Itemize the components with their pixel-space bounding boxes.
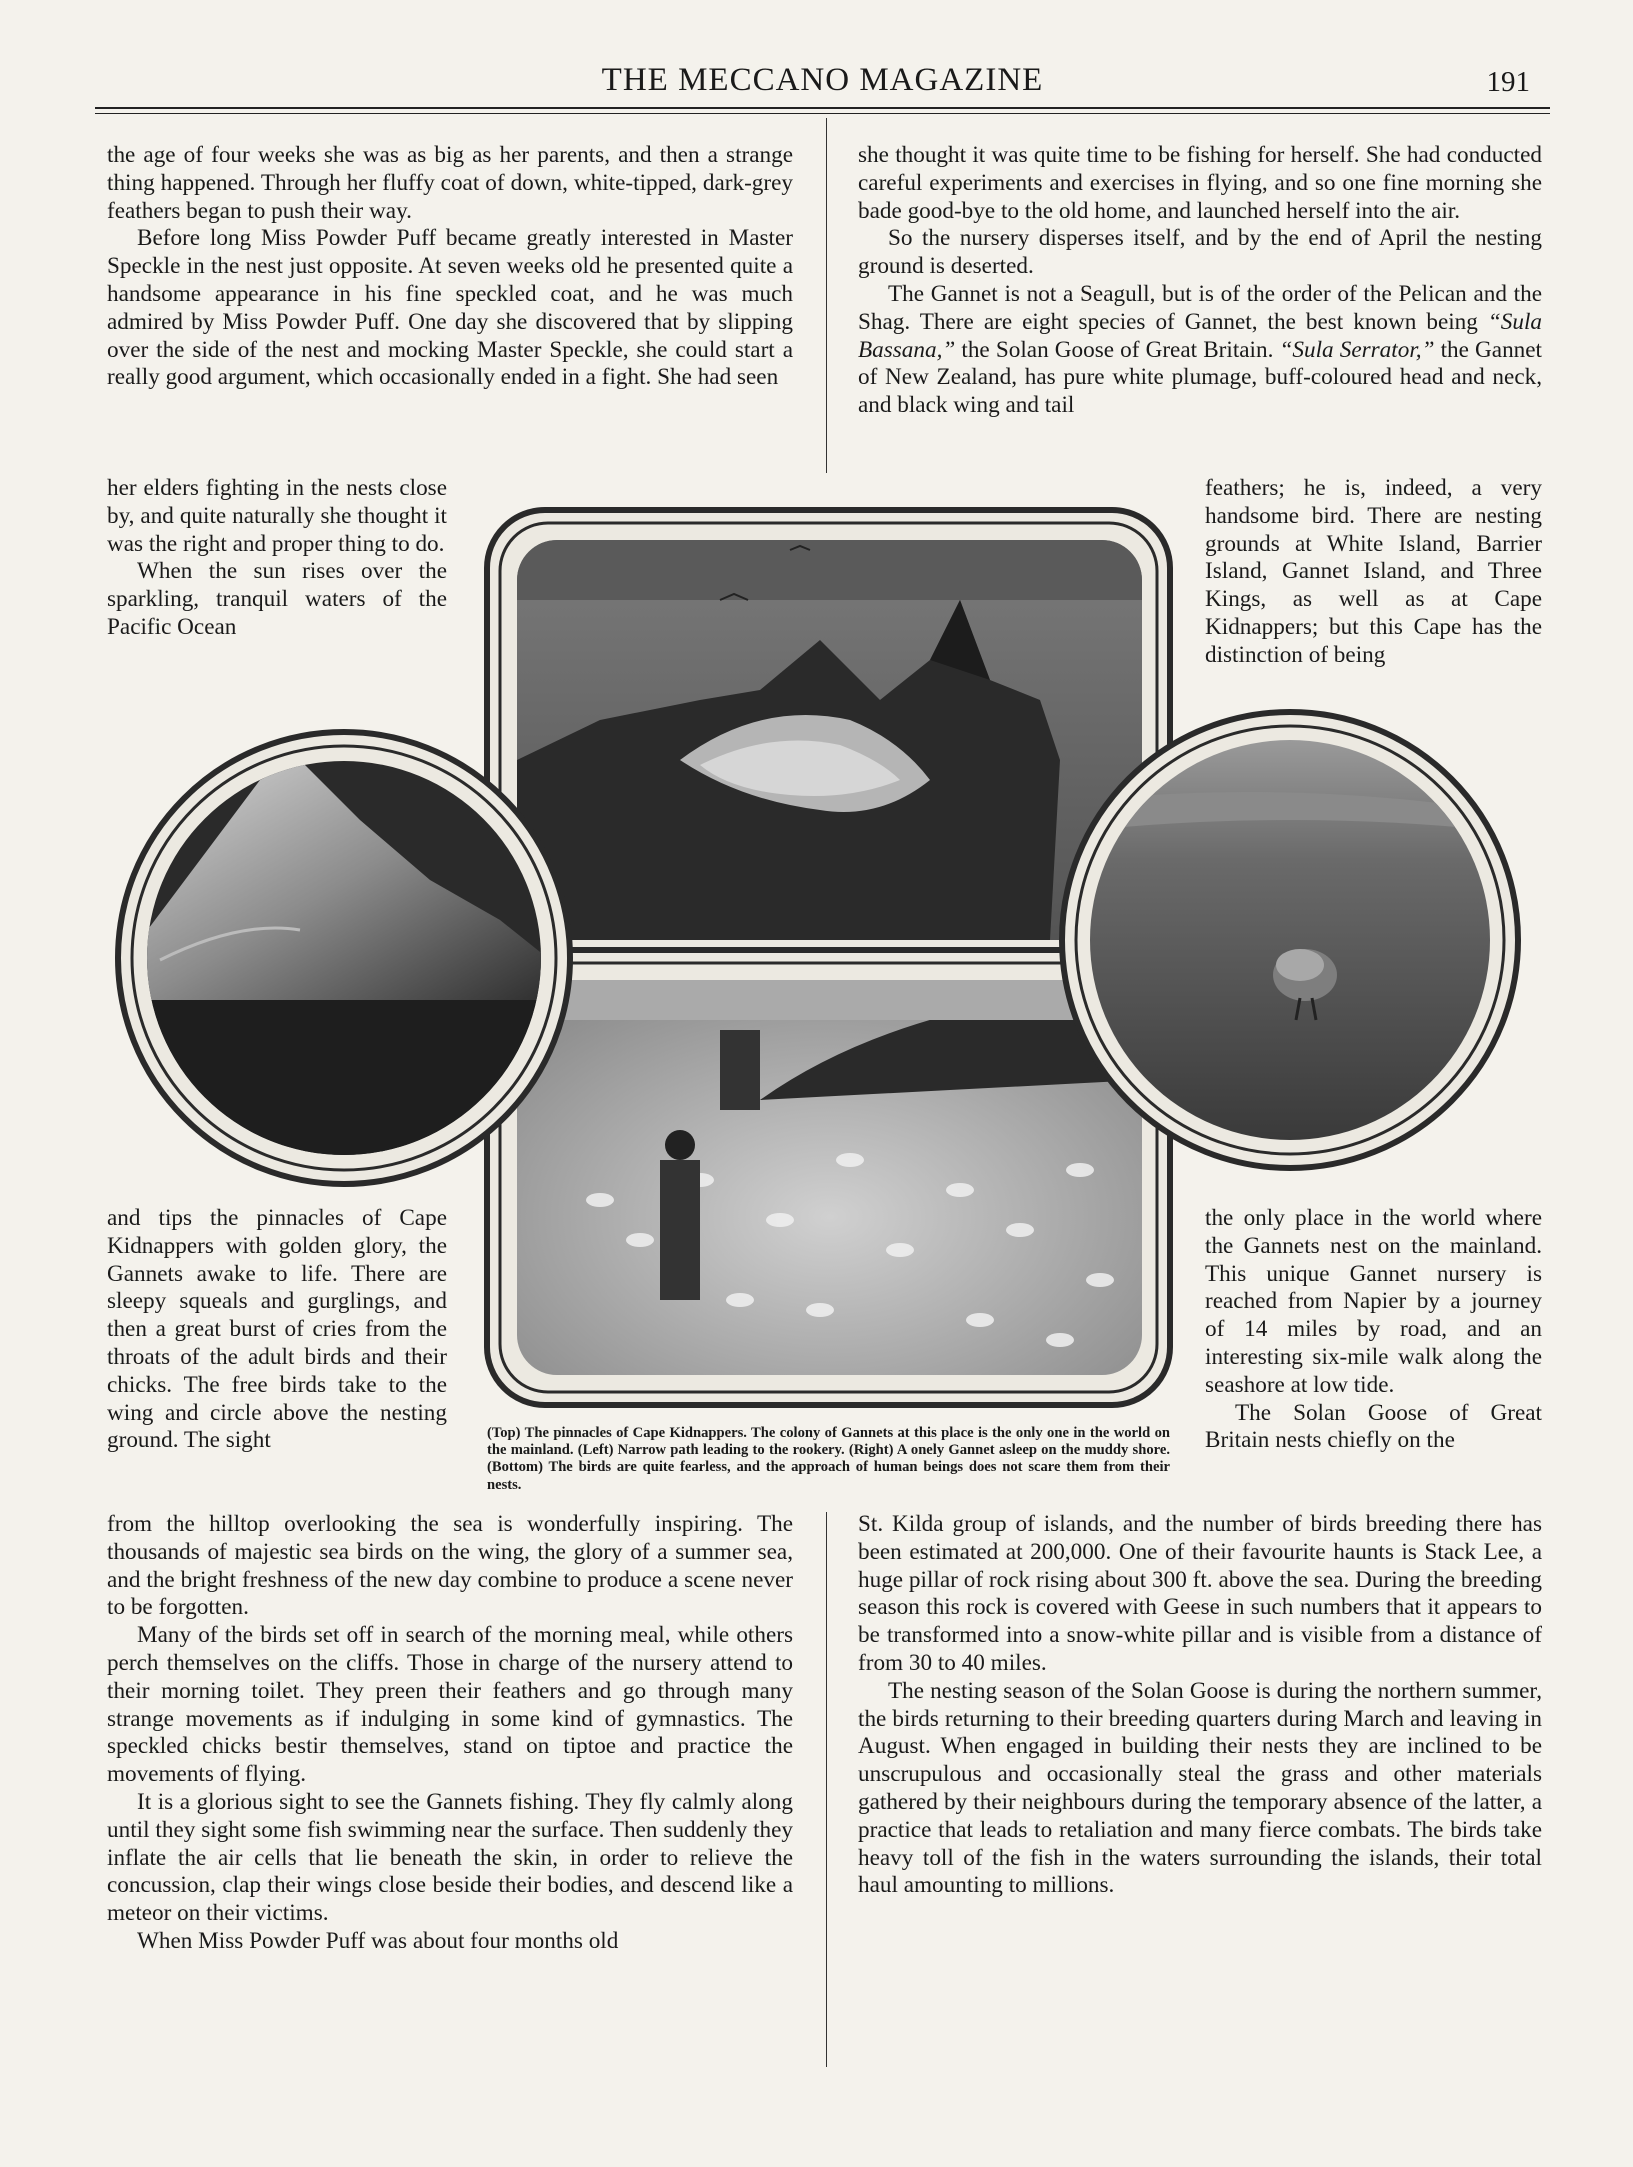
- paragraph: feathers; he is, indeed, a very handsome bird. There are nesting grounds at White Island, Barrier Island, Gannet Island, and Three Kings, as well as at Cape Kidnappers; but this Cape has the distinction of being: [1205, 475, 1542, 668]
- page-number: 191: [1486, 66, 1530, 98]
- paragraph: It is a glorious sight to see the Gannets fishing. They fly calmly along until they sight some fish swimming near the surface. Then suddenly they inflate the air cells that lie beneath the skin, in order to relieve the concussion, clap their wings close beside their bodies, and descend like a meteor on their victims.: [107, 1788, 793, 1927]
- paragraph: The nesting season of the Solan Goose is during the northern summer, the birds returning to their breeding quarters during March and leaving in August. When engaged in building their nests they are inclined to be unscrupulous and occasionally steal the grass and other materials gathered by their neighbours during the temporary absence of the latter, a practice that leads to retaliation and many fierce combats. The birds take heavy toll of the fish in the waters surrounding the islands, their total haul amounting to millions.: [858, 1677, 1542, 1899]
- magazine-title: THE MECCANO MAGAZINE: [601, 62, 1044, 98]
- left-column-bottom: [107, 1511, 793, 1956]
- paragraph: The Solan Goose of Great Britain nests chiefly on the: [1205, 1399, 1542, 1454]
- photo-left-path: [118, 732, 570, 1184]
- paragraph: When Miss Powder Puff was about four months old: [137, 1927, 619, 1954]
- paragraph: the only place in the world where the Gannets nest on the mainland. This unique Gannet nursery is reached from Napier by a journey of 14 miles by road, and an interesting six-mile walk along the seashore at low tide.: [1205, 1205, 1542, 1398]
- right-column-bottom: [858, 1511, 1542, 1900]
- paragraph: she thought it was quite time to be fishing for herself. She had conducted careful experiments and exercises in flying, and so one fine morning she bade good-bye to the old home, and launched herself into the air.: [858, 142, 1542, 224]
- species-name: “Sula Serrator,”: [1279, 336, 1435, 363]
- text-run: The Gannet is not a Seagull, but is of the order of the Pelican and the Shag. There are eight species of Gannet, the best known being: [858, 280, 1542, 335]
- paragraph: and tips the pinnacles of Cape Kidnappers with golden glory, the Gannets awake to life. There are sleepy squeals and gurglings, and then a great burst of cries from the throats of the adult birds and their chicks. The free birds take to the wing and circle above the nesting ground. The sight: [107, 1205, 447, 1454]
- text-run: the Gannet of New Zealand, has pure white plumage, buff-coloured head and neck, and black wing and tail: [858, 336, 1542, 419]
- paragraph: from the hilltop overlooking the sea is wonderfully inspiring. The thousands of majestic sea birds on the wing, the glory of a summer sea, and the bright freshness of the new day combine to produce a scene never to be forgotten.: [107, 1511, 793, 1621]
- paragraph: When the sun rises over the sparkling, tranquil waters of the Pacific Ocean: [107, 558, 447, 640]
- text-run: the Solan Goose of Great Britain.: [955, 336, 1280, 363]
- photo-bottom-colony: [487, 950, 1170, 1405]
- paragraph: her elders fighting in the nests close by, and quite naturally she thought it was the right and proper thing to do.: [107, 475, 447, 557]
- paragraph: So the nursery disperses itself, and by the end of April the nesting ground is deserted.: [858, 225, 1542, 280]
- species-name: “Sula Bassana,”: [858, 308, 1542, 363]
- paragraph: St. Kilda group of islands, and the number of birds breeding there has been estimated at 200,000. One of their favourite haunts is Stack Lee, a huge pillar of rock rising about 300 ft. above the sea. During the breeding season this rock is covered with Geese in such numbers that it appears to be transformed into a snow-white pillar and is visible from a distance of from 30 to 40 miles.: [858, 1511, 1542, 1676]
- paragraph: the age of four weeks she was as big as her parents, and then a strange thing happened. Through her fluffy coat of down, white-tipped, dark-grey feathers began to push their way.: [107, 142, 793, 224]
- column-divider-bottom: [826, 1512, 827, 2067]
- paragraph: Before long Miss Powder Puff became greatly interested in Master Speckle in the nest just opposite. At seven weeks old he presented quite a handsome appearance in his fine speckled coat, and he was much admired by Miss Powder Puff. One day she discovered that by slipping over the side of the nest and mocking Master Speckle, she could start a really good argument, which occasionally ended in a fight. She had seen: [107, 225, 793, 391]
- photo-right-gannet: [1062, 712, 1518, 1168]
- paragraph: Many of the birds set off in search of the morning meal, while others perch themselves on the cliffs. Those in charge of the nursery attend to their morning toilet. They preen their feathers and go through many strange movements as if indulging in some kind of gymnastics. The speckled chicks bestir themselves, stand on tiptoe and practice the movements of flying.: [107, 1622, 793, 1788]
- photo-caption: (Top) The pinnacles of Cape Kidnappers. The colony of Gannets at this place is the only one in the world on the mainland. (Left) Narrow path leading to the rookery. (Right) A onely Gannet asleep on the muddy shore. (Bottom) The birds are quite fearless, and the approach of human beings does not scare them from their nests.: [487, 1425, 1170, 1493]
